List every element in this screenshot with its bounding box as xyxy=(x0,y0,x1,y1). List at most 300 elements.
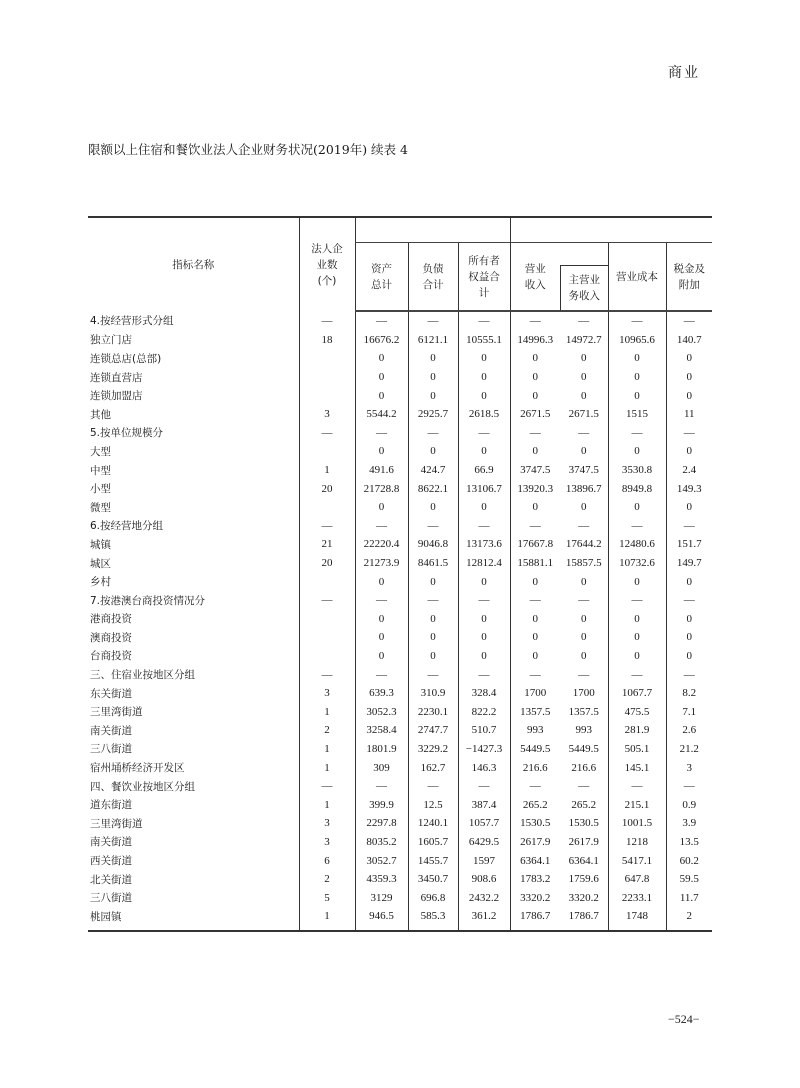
cell-taxes-surcharges: 3.9 xyxy=(666,814,712,833)
row-label: 乡村 xyxy=(90,576,111,589)
cell-enterprise-count xyxy=(299,368,355,387)
header-line: 资产 xyxy=(371,262,392,275)
cell-taxes-surcharges: — xyxy=(666,517,712,536)
cell-main-business-revenue: 15857.5 xyxy=(565,557,602,570)
table-row xyxy=(88,535,712,554)
cell-total-assets: 0 xyxy=(355,572,408,591)
cell-operating-revenue: 993 xyxy=(510,721,560,740)
table-header xyxy=(88,217,712,311)
cell-enterprise-count: 1 xyxy=(299,702,355,721)
cell-total-assets: 0 xyxy=(355,386,408,405)
table-row xyxy=(88,833,712,852)
cell-owners-equity: 0 xyxy=(458,498,510,517)
header-total-assets xyxy=(355,243,408,312)
cell-operating-cost: 0 xyxy=(608,386,666,405)
cell-operating-cost: — xyxy=(608,591,666,610)
cell-operating-cost: — xyxy=(608,777,666,796)
row-label: 连锁加盟店 xyxy=(90,390,143,403)
cell-operating-revenue: — xyxy=(510,311,560,331)
row-label: 小型 xyxy=(90,483,111,496)
row-label: 南关街道 xyxy=(90,724,132,737)
table-row xyxy=(88,777,712,796)
cell-operating-cost: 0 xyxy=(608,610,666,629)
header-line: 附加 xyxy=(678,278,700,291)
table-row xyxy=(88,442,712,461)
cell-total-liabilities: 0 xyxy=(408,349,458,368)
cell-total-assets: — xyxy=(355,665,408,684)
table-row xyxy=(88,610,712,629)
cell-total-assets: 3052.7 xyxy=(355,851,408,870)
header-enterprise-count xyxy=(299,217,355,311)
row-label: 北关街道 xyxy=(90,873,132,886)
cell-total-liabilities: 0 xyxy=(408,442,458,461)
cell-taxes-surcharges: — xyxy=(666,591,712,610)
cell-operating-cost: 2233.1 xyxy=(608,888,666,907)
header-line: 计 xyxy=(478,286,490,299)
cell-main-business-revenue: 13896.7 xyxy=(565,482,602,495)
cell-main-business-revenue: 0 xyxy=(581,631,587,644)
row-label: 连锁总店(总部) xyxy=(90,352,162,365)
cell-enterprise-count: 1 xyxy=(299,461,355,480)
cell-operating-revenue: 13920.3 xyxy=(510,479,560,498)
row-label: 微型 xyxy=(90,501,111,514)
cell-operating-cost: 647.8 xyxy=(608,870,666,889)
cell-total-liabilities: 2230.1 xyxy=(408,702,458,721)
cell-taxes-surcharges: 7.1 xyxy=(666,702,712,721)
table-row xyxy=(88,814,712,833)
cell-operating-revenue: 1700 xyxy=(510,684,560,703)
cell-main-business-revenue: 265.2 xyxy=(571,798,597,811)
cell-main-business-revenue: — xyxy=(578,519,590,532)
cell-main-business-revenue: 17644.2 xyxy=(565,538,602,551)
table-row xyxy=(88,628,712,647)
cell-operating-cost: 215.1 xyxy=(608,795,666,814)
cell-owners-equity: — xyxy=(458,424,510,443)
cell-taxes-surcharges: 0 xyxy=(666,628,712,647)
cell-main-business-revenue: 0 xyxy=(581,445,587,458)
cell-enterprise-count: 1 xyxy=(299,740,355,759)
header-line: 业数 xyxy=(316,258,338,271)
cell-operating-revenue: — xyxy=(510,591,560,610)
cell-operating-cost: 3530.8 xyxy=(608,461,666,480)
cell-total-liabilities: 585.3 xyxy=(408,907,458,931)
cell-operating-cost: 0 xyxy=(608,349,666,368)
cell-taxes-surcharges: 2.6 xyxy=(666,721,712,740)
cell-total-assets: — xyxy=(355,777,408,796)
cell-owners-equity: 328.4 xyxy=(458,684,510,703)
cell-operating-cost: 1218 xyxy=(608,833,666,852)
cell-enterprise-count: — xyxy=(299,311,355,331)
cell-main-business-revenue: 0 xyxy=(581,389,587,402)
cell-operating-revenue: 0 xyxy=(510,572,560,591)
cell-taxes-surcharges: 59.5 xyxy=(666,870,712,889)
cell-enterprise-count: 2 xyxy=(299,870,355,889)
cell-owners-equity: 510.7 xyxy=(458,721,510,740)
row-label: 连锁直营店 xyxy=(90,371,143,384)
cell-main-business-revenue: 3320.2 xyxy=(568,891,599,904)
cell-taxes-surcharges: 140.7 xyxy=(666,331,712,350)
table-row xyxy=(88,665,712,684)
header-line: 收入 xyxy=(524,278,546,291)
cell-owners-equity: 6429.5 xyxy=(458,833,510,852)
cell-operating-revenue: 0 xyxy=(510,647,560,666)
table-row xyxy=(88,758,712,777)
table-row xyxy=(88,554,712,573)
cell-operating-revenue: 1357.5 xyxy=(510,702,560,721)
row-label: 城镇 xyxy=(90,538,111,551)
cell-operating-cost: 5417.1 xyxy=(608,851,666,870)
cell-total-assets: 22220.4 xyxy=(355,535,408,554)
cell-operating-cost: — xyxy=(608,665,666,684)
cell-operating-revenue: 2617.9 xyxy=(510,833,560,852)
cell-total-liabilities: 2747.7 xyxy=(408,721,458,740)
header-line: 权益合 xyxy=(468,270,500,283)
cell-total-liabilities: 1455.7 xyxy=(408,851,458,870)
page-number: −524− xyxy=(668,1012,700,1026)
row-label: 西关街道 xyxy=(90,855,132,868)
cell-operating-revenue: 1786.7 xyxy=(510,907,560,931)
cell-owners-equity: 2618.5 xyxy=(458,405,510,424)
cell-owners-equity: 0 xyxy=(458,628,510,647)
cell-operating-cost: — xyxy=(608,517,666,536)
cell-main-business-revenue: 2617.9 xyxy=(568,835,599,848)
cell-total-liabilities: 0 xyxy=(408,386,458,405)
header-operating-revenue xyxy=(510,243,560,312)
cell-operating-cost: 1515 xyxy=(608,405,666,424)
cell-owners-equity: 387.4 xyxy=(458,795,510,814)
cell-enterprise-count xyxy=(299,442,355,461)
cell-owners-equity: 2432.2 xyxy=(458,888,510,907)
cell-operating-cost: 475.5 xyxy=(608,702,666,721)
cell-operating-revenue: 17667.8 xyxy=(510,535,560,554)
cell-total-assets: 946.5 xyxy=(355,907,408,931)
cell-owners-equity: — xyxy=(458,311,510,331)
row-label: 三里湾街道 xyxy=(90,706,143,719)
cell-taxes-surcharges: 151.7 xyxy=(666,535,712,554)
table-row xyxy=(88,498,712,517)
cell-taxes-surcharges: 0 xyxy=(666,572,712,591)
row-label: 四、餐饮业按地区分组 xyxy=(90,780,195,793)
cell-taxes-surcharges: 11.7 xyxy=(666,888,712,907)
cell-owners-equity: 908.6 xyxy=(458,870,510,889)
cell-enterprise-count: — xyxy=(299,665,355,684)
cell-main-business-revenue: 0 xyxy=(581,612,587,625)
header-owners-equity xyxy=(458,243,510,312)
header-line: 法人企 xyxy=(311,242,343,255)
cell-operating-revenue: 1530.5 xyxy=(510,814,560,833)
cell-total-assets: — xyxy=(355,591,408,610)
header-income-group xyxy=(510,217,712,243)
table-row xyxy=(88,591,712,610)
cell-taxes-surcharges: — xyxy=(666,665,712,684)
cell-operating-cost: 1001.5 xyxy=(608,814,666,833)
table-body xyxy=(88,311,712,931)
cell-operating-cost: 505.1 xyxy=(608,740,666,759)
cell-total-liabilities: 0 xyxy=(408,647,458,666)
cell-enterprise-count xyxy=(299,386,355,405)
header-line: 务收入 xyxy=(568,290,601,302)
cell-main-business-revenue: — xyxy=(578,780,590,793)
table-row xyxy=(88,702,712,721)
cell-operating-cost: 0 xyxy=(608,368,666,387)
cell-main-business-revenue: 1700 xyxy=(572,687,595,700)
table-row xyxy=(88,461,712,480)
row-label: 城区 xyxy=(90,557,111,570)
row-label: 港商投资 xyxy=(90,613,132,626)
cell-main-business-revenue: — xyxy=(578,668,590,681)
table-row xyxy=(88,647,712,666)
cell-operating-revenue: 3320.2 xyxy=(510,888,560,907)
cell-total-liabilities: 310.9 xyxy=(408,684,458,703)
cell-taxes-surcharges: 11 xyxy=(666,405,712,424)
cell-total-assets: 0 xyxy=(355,498,408,517)
row-label: 5.按单位规模分 xyxy=(90,427,164,440)
row-label: 其他 xyxy=(90,408,111,421)
header-line: (个) xyxy=(317,274,337,287)
header-line: 总计 xyxy=(371,278,392,291)
cell-owners-equity: 10555.1 xyxy=(458,331,510,350)
cell-enterprise-count: 18 xyxy=(299,331,355,350)
table-row xyxy=(88,386,712,405)
cell-operating-revenue: 2671.5 xyxy=(510,405,560,424)
header-line: 合计 xyxy=(422,278,444,291)
cell-owners-equity: 0 xyxy=(458,442,510,461)
cell-main-business-revenue: 1357.5 xyxy=(568,705,599,718)
cell-operating-revenue: 216.6 xyxy=(510,758,560,777)
cell-main-business-revenue: 1759.6 xyxy=(568,873,599,886)
table-row xyxy=(88,740,712,759)
cell-operating-revenue: — xyxy=(510,777,560,796)
cell-taxes-surcharges: 60.2 xyxy=(666,851,712,870)
cell-total-assets: 2297.8 xyxy=(355,814,408,833)
cell-enterprise-count: 3 xyxy=(299,405,355,424)
table-row xyxy=(88,907,712,931)
cell-main-business-revenue: 216.6 xyxy=(571,761,597,774)
cell-owners-equity: 361.2 xyxy=(458,907,510,931)
cell-enterprise-count: 3 xyxy=(299,684,355,703)
cell-enterprise-count: — xyxy=(299,777,355,796)
cell-operating-cost: 145.1 xyxy=(608,758,666,777)
cell-enterprise-count: 2 xyxy=(299,721,355,740)
table-row xyxy=(88,851,712,870)
cell-total-assets: 21273.9 xyxy=(355,554,408,573)
cell-main-business-revenue: — xyxy=(578,426,590,439)
cell-taxes-surcharges: 3 xyxy=(666,758,712,777)
cell-total-assets: — xyxy=(355,311,408,331)
cell-owners-equity: 146.3 xyxy=(458,758,510,777)
cell-total-liabilities: 3229.2 xyxy=(408,740,458,759)
cell-total-liabilities: — xyxy=(408,665,458,684)
header-total-liabilities xyxy=(408,243,458,312)
cell-owners-equity: 0 xyxy=(458,386,510,405)
cell-taxes-surcharges: — xyxy=(666,311,712,331)
cell-enterprise-count xyxy=(299,349,355,368)
cell-operating-revenue: 14996.3 xyxy=(510,331,560,350)
header-balance-group xyxy=(355,217,510,243)
cell-operating-revenue: — xyxy=(510,665,560,684)
cell-total-assets: 309 xyxy=(355,758,408,777)
cell-owners-equity: 12812.4 xyxy=(458,554,510,573)
table-row xyxy=(88,405,712,424)
cell-main-business-revenue: 0 xyxy=(581,575,587,588)
cell-operating-revenue: 0 xyxy=(510,442,560,461)
cell-operating-revenue: 0 xyxy=(510,349,560,368)
header-line: 主营业 xyxy=(568,274,601,286)
header-line: 负债 xyxy=(422,262,444,275)
cell-total-liabilities: 0 xyxy=(408,610,458,629)
cell-total-liabilities: 1240.1 xyxy=(408,814,458,833)
cell-total-liabilities: — xyxy=(408,424,458,443)
cell-total-liabilities: 8461.5 xyxy=(408,554,458,573)
cell-main-business-revenue: 1530.5 xyxy=(568,817,599,830)
cell-total-liabilities: 3450.7 xyxy=(408,870,458,889)
cell-enterprise-count xyxy=(299,610,355,629)
financial-table xyxy=(88,216,712,932)
cell-total-liabilities: 1605.7 xyxy=(408,833,458,852)
cell-enterprise-count: — xyxy=(299,591,355,610)
cell-enterprise-count: 1 xyxy=(299,795,355,814)
cell-taxes-surcharges: 0 xyxy=(666,498,712,517)
cell-operating-cost: 1748 xyxy=(608,907,666,931)
cell-owners-equity: — xyxy=(458,517,510,536)
cell-total-liabilities: 2925.7 xyxy=(408,405,458,424)
cell-enterprise-count: 5 xyxy=(299,888,355,907)
cell-owners-equity: 0 xyxy=(458,610,510,629)
cell-taxes-surcharges: 0 xyxy=(666,610,712,629)
cell-total-liabilities: 162.7 xyxy=(408,758,458,777)
row-label: 4.按经营形式分组 xyxy=(90,315,174,328)
header-line: 营业 xyxy=(524,262,546,275)
cell-main-business-revenue: — xyxy=(578,594,590,607)
table-row xyxy=(88,311,712,331)
cell-main-business-revenue: 6364.1 xyxy=(568,854,599,867)
cell-enterprise-count xyxy=(299,647,355,666)
table-row xyxy=(88,349,712,368)
cell-owners-equity: — xyxy=(458,777,510,796)
row-label: 三里湾街道 xyxy=(90,817,143,830)
cell-total-assets: 0 xyxy=(355,610,408,629)
row-label: 台商投资 xyxy=(90,650,132,663)
cell-total-liabilities: 9046.8 xyxy=(408,535,458,554)
cell-enterprise-count: 3 xyxy=(299,833,355,852)
header-operating-cost: 营业成本 xyxy=(608,243,666,312)
cell-owners-equity: 13106.7 xyxy=(458,479,510,498)
row-label: 中型 xyxy=(90,464,111,477)
cell-main-business-revenue: 0 xyxy=(581,649,587,662)
row-label: 澳商投资 xyxy=(90,631,132,644)
cell-total-liabilities: 0 xyxy=(408,628,458,647)
cell-total-assets: 3258.4 xyxy=(355,721,408,740)
cell-operating-revenue: 5449.5 xyxy=(510,740,560,759)
cell-total-liabilities: 0 xyxy=(408,498,458,517)
cell-total-assets: 16676.2 xyxy=(355,331,408,350)
cell-taxes-surcharges: — xyxy=(666,777,712,796)
cell-taxes-surcharges: 0 xyxy=(666,368,712,387)
cell-enterprise-count xyxy=(299,498,355,517)
cell-total-assets: 5544.2 xyxy=(355,405,408,424)
cell-total-assets: 491.6 xyxy=(355,461,408,480)
header-taxes-surcharges xyxy=(666,243,712,312)
cell-owners-equity: 1057.7 xyxy=(458,814,510,833)
cell-taxes-surcharges: 0 xyxy=(666,647,712,666)
cell-main-business-revenue: 0 xyxy=(581,371,587,384)
header-line: 税金及 xyxy=(673,262,706,275)
row-label: 独立门店 xyxy=(90,334,132,347)
cell-enterprise-count: 3 xyxy=(299,814,355,833)
header-line: 所有者 xyxy=(468,254,500,267)
cell-total-assets: 8035.2 xyxy=(355,833,408,852)
table-row xyxy=(88,572,712,591)
cell-operating-revenue: — xyxy=(510,517,560,536)
table-row xyxy=(88,721,712,740)
cell-total-liabilities: 0 xyxy=(408,572,458,591)
cell-operating-cost: 0 xyxy=(608,628,666,647)
table-row xyxy=(88,517,712,536)
cell-total-assets: 399.9 xyxy=(355,795,408,814)
cell-total-liabilities: 0 xyxy=(408,368,458,387)
cell-enterprise-count: — xyxy=(299,517,355,536)
table-row xyxy=(88,368,712,387)
cell-main-business-revenue: 14972.7 xyxy=(565,333,602,346)
cell-owners-equity: 822.2 xyxy=(458,702,510,721)
cell-enterprise-count: 6 xyxy=(299,851,355,870)
cell-enterprise-count: 21 xyxy=(299,535,355,554)
cell-taxes-surcharges: 149.3 xyxy=(666,479,712,498)
cell-taxes-surcharges: 8.2 xyxy=(666,684,712,703)
cell-operating-revenue: 15881.1 xyxy=(510,554,560,573)
cell-taxes-surcharges: — xyxy=(666,424,712,443)
cell-total-assets: 4359.3 xyxy=(355,870,408,889)
cell-operating-revenue: 0 xyxy=(510,368,560,387)
cell-main-business-revenue: 5449.5 xyxy=(568,742,599,755)
cell-owners-equity: 1597 xyxy=(458,851,510,870)
row-label: 6.按经营地分组 xyxy=(90,520,164,533)
cell-operating-cost: 10732.6 xyxy=(608,554,666,573)
cell-operating-cost: 281.9 xyxy=(608,721,666,740)
cell-taxes-surcharges: 0 xyxy=(666,442,712,461)
cell-total-assets: 21728.8 xyxy=(355,479,408,498)
cell-enterprise-count: 20 xyxy=(299,479,355,498)
cell-total-assets: 3052.3 xyxy=(355,702,408,721)
cell-taxes-surcharges: 2.4 xyxy=(666,461,712,480)
table-row xyxy=(88,795,712,814)
cell-operating-revenue: 0 xyxy=(510,628,560,647)
cell-main-business-revenue: 2671.5 xyxy=(568,408,599,421)
cell-owners-equity: 0 xyxy=(458,368,510,387)
cell-operating-revenue: 3747.5 xyxy=(510,461,560,480)
cell-total-liabilities: 696.8 xyxy=(408,888,458,907)
table-row xyxy=(88,888,712,907)
cell-enterprise-count xyxy=(299,572,355,591)
cell-operating-cost: 8949.8 xyxy=(608,479,666,498)
cell-operating-revenue: — xyxy=(510,424,560,443)
cell-total-assets: 0 xyxy=(355,349,408,368)
cell-taxes-surcharges: 0 xyxy=(666,349,712,368)
cell-total-liabilities: — xyxy=(408,311,458,331)
cell-operating-revenue: 265.2 xyxy=(510,795,560,814)
cell-main-business-revenue: 0 xyxy=(581,352,587,365)
cell-owners-equity: 0 xyxy=(458,349,510,368)
row-label: 7.按港澳台商投资情况分 xyxy=(90,594,206,607)
cell-owners-equity: — xyxy=(458,665,510,684)
row-label: 南关街道 xyxy=(90,836,132,849)
cell-total-liabilities: 6121.1 xyxy=(408,331,458,350)
cell-total-liabilities: 12.5 xyxy=(408,795,458,814)
row-label: 桃园镇 xyxy=(88,907,299,931)
section-header: 商业 xyxy=(668,65,700,81)
cell-operating-cost: 0 xyxy=(608,498,666,517)
table-title: 限额以上住宿和餐饮业法人企业财务状况(2019年) 续表 4 xyxy=(88,142,408,157)
